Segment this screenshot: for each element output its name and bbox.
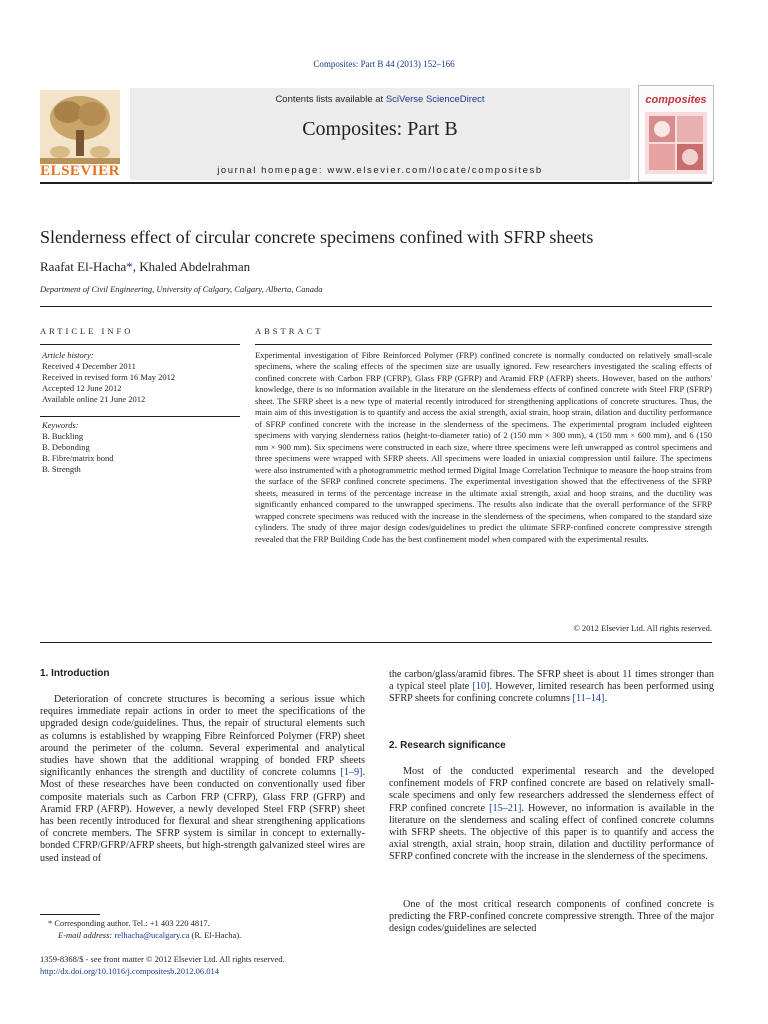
keywords — [42, 420, 242, 475]
article-info-rule — [40, 344, 240, 345]
article-history — [42, 350, 242, 405]
research-paragraph: One of the most critical research components of confined concrete is predicting the FRP-confined concrete compressive strength. Three of the major design codes/guidelines are selected — [389, 899, 714, 935]
journal-name: Composites: Part B — [302, 118, 458, 140]
elsevier-tree-logo-icon — [40, 90, 120, 164]
intro-paragraph — [40, 694, 365, 865]
header-rule — [40, 182, 712, 184]
intro-paragraph-continued — [389, 669, 714, 706]
issn-line: 1359-8368/$ - see front matter © 2012 Elsevier Ltd. All rights reserved. — [40, 954, 285, 964]
footnote-email — [58, 930, 388, 941]
footnote-corresponding: * Corresponding author. Tel.: +1 403 220 4817. — [48, 918, 210, 928]
abstract-rule — [255, 344, 712, 345]
contents-prefix: Contents lists available at — [275, 94, 386, 105]
history-item: Available online 21 June 2012 — [42, 394, 146, 404]
article-title: Slenderness effect of circular concrete specimens confined with SFRP sheets — [40, 227, 594, 247]
history-item: Received in revised form 16 May 2012 — [42, 372, 176, 382]
author-name: Khaled Abdelrahman — [139, 259, 251, 274]
contents-line — [130, 94, 630, 105]
corresponding-author-mark[interactable]: * — [126, 259, 133, 274]
email-link[interactable]: relhacha@ucalgary.ca — [114, 930, 190, 940]
journal-citation[interactable]: Composites: Part B 44 (2013) 152–166 — [313, 59, 455, 69]
abstract-text: Experimental investigation of Fibre Reinforced Polymer (FRP) confined concrete is normally conducted on relatively small-scale specimens, where the scaling effects of the specimen size are usually ignored. Few researchers investigated the scaling effects of confined concrete with Carbon FRP (CFRP), Glass FRP (GFRP) and Aramid FRP (AFRP) sheets. However, based on the authors' knowledge, there is no information available in the literature on the slenderness effects of confined concrete with Steel FRP (SFRP) sheet. The SFRP sheet is a new type of material recently introduced for strengthening applications of concrete structures. Thus, the main aim of this investigation is to quantify and access the axial strength, axial strain, hoop strain, dilation and ductility performance of SFRP confined concrete with the increase in the slenderness of the specimens. The experimental program included eighteen specimens with varying slenderness ratios (height-to-diameter ratio) of 2 (150 mm × 300 mm), 4 (150 mm × 600 mm), and 6 (150 mm × 900 mm). Six specimens were constructed in each size, where three specimens were left unwrapped as control specimens and three specimens were wrapped with SFRP sheets. All specimens were loaded in uniaxial compression until failure. The specimens were also instrumented with a photogrammetric method termed Digital Image Correlation Technique to measure the hoop strains from the surface of the SFRP confined concrete specimens. The experimental investigation showed that the effectiveness of the SFRP sheets, measured in terms of the percentage increase in the ultimate axial strength, axial and hoop strains, and the ductility was significantly enhanced compared to the unwrapped specimens. The results also indicate that the overall performance of the SFRP wrapped concrete specimens was reduced with the increase in the slenderness of the specimens, when compared to the standard size cylinders. The study of three major design codes/guidelines to predict the ultimate SFRP-confined concrete compressive strength revealed that the FRP Building Code has the best confinement model when compared with the experimental results. — [255, 350, 712, 544]
reference-link[interactable]: [15–21] — [489, 802, 522, 814]
journal-cover[interactable] — [638, 85, 714, 182]
paragraph-text: the carbon/glass/aramid fibres. The SFRP sheet is about 11 times stronger than a typical steel plate — [389, 669, 714, 693]
keywords-label: Keywords: — [42, 420, 79, 430]
keyword-item: B. Buckling — [42, 431, 84, 441]
abstract-bottom-rule — [40, 642, 712, 643]
author-separator: , — [132, 259, 140, 274]
paragraph-text: . Most of these researches have been conducted on conventionally used fiber composite materials such as Carbon FRP (CFRP), Glass FRP (GFRP) and Aramid FRP (AFRP). However, a newly developed Steel FRP (SFRP) sheet has been recently introduced for flexural and shear strengthening applications of concrete members. The SFRP system is similar in concept to externally-bonded CFRP/GFRP/AFRP sheets, but high-strength galvanized steel wires are used instead of — [40, 767, 365, 864]
history-item: Received 4 December 2011 — [42, 361, 136, 371]
reference-link[interactable]: [10] — [472, 681, 490, 693]
reference-link[interactable]: [11–14] — [572, 693, 605, 705]
paragraph-text: . — [604, 693, 607, 705]
paragraph-text: . However, no information is available in the literature on the slenderness and scaling effect of confined concrete columns with SFRP sheets. The objective of this paper is to quantify and access the axial strength, axial strain, hoop strain, dilation and ductility performance of SFRP confined concrete with the increase in the slenderness of the specimens. — [389, 802, 714, 863]
research-paragraph — [389, 766, 714, 864]
abstract-heading: ABSTRACT — [255, 326, 324, 336]
email-label: E-mail address: — [58, 930, 115, 940]
paragraph-text: Most of the conducted experimental research and the developed confinement models of FRP confined concrete are based on relatively small-scale specimens and only few researchers addressed the slenderness effect of FRP confined concrete — [389, 766, 714, 814]
history-label: Article history: — [42, 350, 94, 360]
keyword-item: B. Strength — [42, 464, 81, 474]
paragraph-text: . However, limited research has been performed using SFRP sheets for confining concrete columns — [389, 681, 714, 705]
email-suffix: (R. El-Hacha). — [189, 930, 242, 940]
title-rule — [40, 306, 712, 307]
reference-link[interactable]: [1–9] — [340, 767, 363, 779]
history-item: Accepted 12 June 2012 — [42, 383, 122, 393]
sciencedirect-link[interactable]: SciVerse ScienceDirect — [385, 94, 485, 105]
journal-homepage[interactable]: journal homepage: www.elsevier.com/locate/compositesb — [217, 165, 543, 176]
section-heading-research-significance: 2. Research significance — [389, 740, 506, 751]
footnote-text: Corresponding author. Tel.: +1 403 220 4817. — [54, 918, 210, 928]
author-name: Raafat El-Hacha — [40, 259, 127, 274]
keyword-item: B. Fibre/matrix bond — [42, 453, 114, 463]
author-list — [40, 259, 250, 275]
cover-art-icon — [645, 112, 707, 174]
article-info-heading: ARTICLE INFO — [40, 326, 134, 336]
elsevier-wordmark: ELSEVIER — [40, 163, 120, 179]
keywords-rule — [40, 416, 240, 417]
cover-title: composites — [645, 94, 707, 106]
affiliation: Department of Civil Engineering, University of Calgary, Calgary, Alberta, Canada — [40, 284, 323, 294]
keyword-item: B. Debonding — [42, 442, 90, 452]
issn-block — [40, 953, 285, 977]
abstract-copyright: © 2012 Elsevier Ltd. All rights reserved. — [573, 623, 712, 633]
section-heading-introduction: 1. Introduction — [40, 668, 110, 679]
paragraph-text: Deterioration of concrete structures is becoming a serious issue which requires immediate repair actions in order to meet the specifications of the upgraded design code/guidelines. Thus, the repair of structural elements such as columns is established by wrapping Fibre Reinforced Polymer (FRP) sheet around the perimeter of the column. Several experimental and analytical studies have shown that the additional wrapping of bonded FRP sheets significantly enhances the strength and ductility of concrete columns — [40, 694, 365, 779]
footnote-rule — [40, 914, 100, 915]
doi-link[interactable]: http://dx.doi.org/10.1016/j.compositesb.2012.06.014 — [40, 966, 220, 976]
